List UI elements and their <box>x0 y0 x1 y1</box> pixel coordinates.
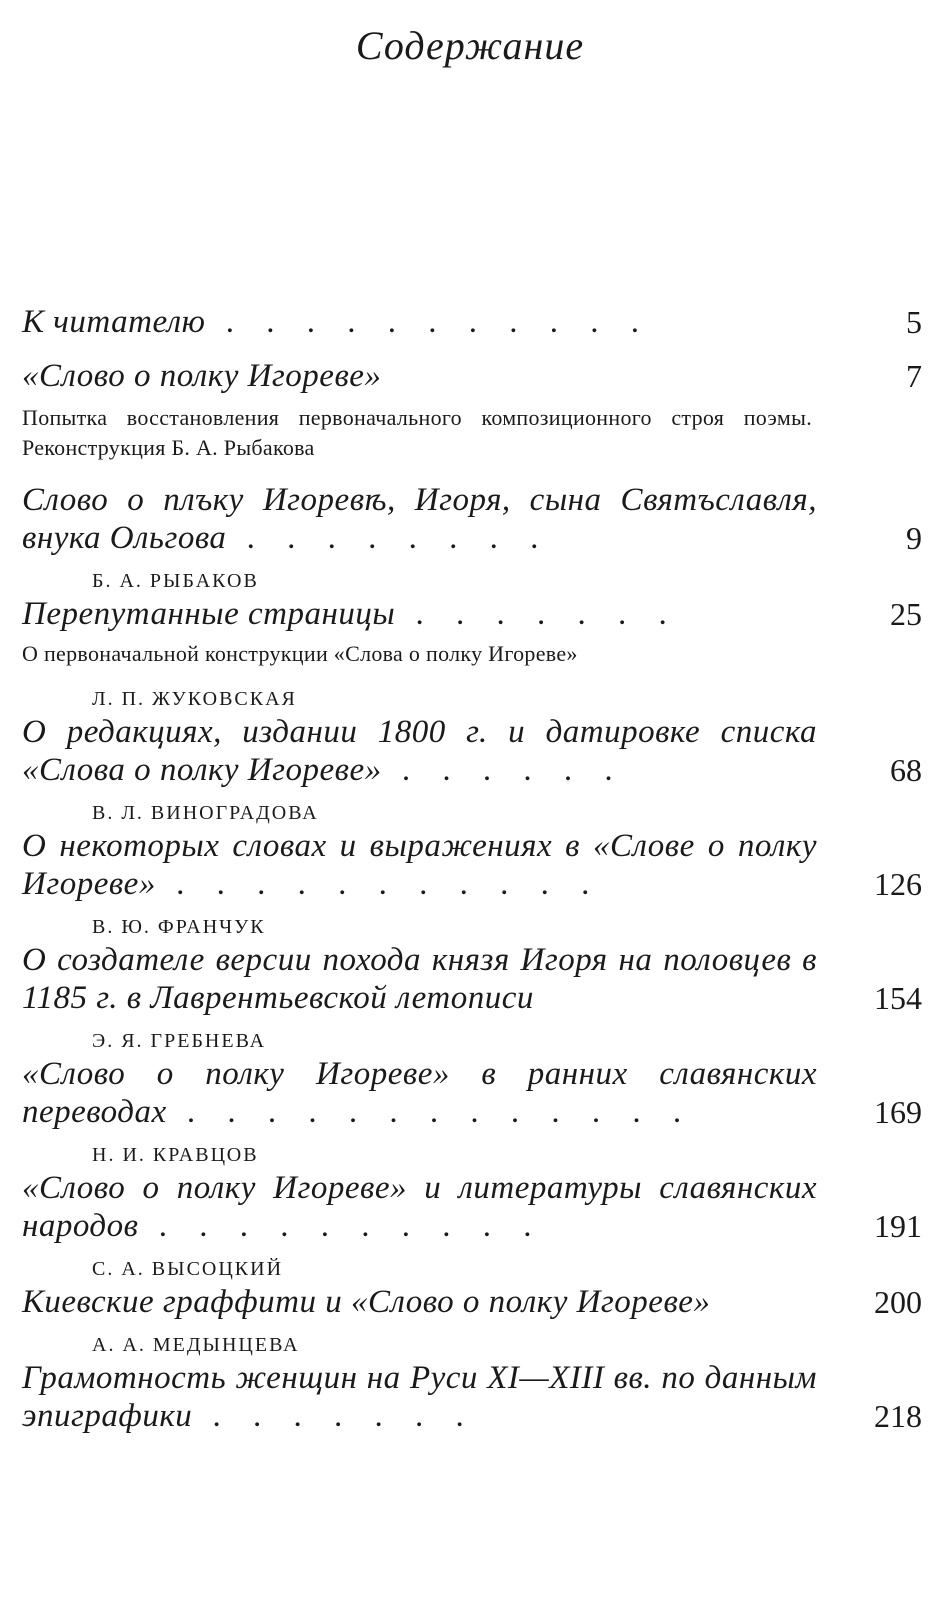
toc-entry[interactable] <box>22 1331 922 1435</box>
dot-leader: . . . . . . . . . . <box>138 1208 544 1244</box>
toc-title: О редакциях, издании 1800 г. и датировке списка «Слова о полку Игореве» . . . . . . <box>22 714 817 788</box>
toc-page-number: 154 <box>874 980 922 1016</box>
toc-title: О создателе версии похода князя Игоря на половцев в 1185 г. в Лаврентьевской летописи <box>22 942 817 1016</box>
toc-entry[interactable] <box>22 303 922 341</box>
toc-author: В. Ю. ФРАНЧУК <box>92 916 266 938</box>
toc-page-number: 191 <box>874 1208 922 1244</box>
toc-title: «Слово о полку Игореве» и литературы славянских народов . . . . . . . . . . <box>22 1170 817 1244</box>
toc-title: Перепутанные страницы . . . . . . . <box>22 596 679 632</box>
toc-title-row <box>22 481 922 557</box>
dot-leader: . . . . . . . . . . . . . <box>166 1094 694 1130</box>
toc-page-number: 68 <box>890 752 922 788</box>
dot-leader: . . . . . . . <box>192 1398 476 1434</box>
toc-title-row <box>22 1283 922 1321</box>
toc-title: К читателю . . . . . . . . . . . <box>22 304 651 340</box>
toc-entry[interactable] <box>22 567 922 669</box>
toc-author: В. Л. ВИНОГРАДОВА <box>92 802 319 824</box>
dot-leader: . . . . . . <box>381 752 625 788</box>
toc-page-number: 169 <box>874 1094 922 1130</box>
toc-entry[interactable] <box>22 1027 922 1131</box>
toc-title-row <box>22 357 922 395</box>
page-title: Содержание <box>355 23 585 68</box>
toc-page-number: 9 <box>906 520 922 556</box>
dot-leader: . . . . . . . . <box>226 520 551 556</box>
dot-leader: . . . . . . . . . . . <box>155 866 602 902</box>
toc-title-row <box>22 941 922 1017</box>
dot-leader: . . . . . . . <box>395 596 679 632</box>
toc-page-number: 126 <box>874 866 922 902</box>
toc-page-number: 200 <box>874 1284 922 1320</box>
toc-note: О первоначальной конструкции «Слова о полку Игореве» <box>22 641 578 666</box>
toc-entry[interactable] <box>22 685 922 789</box>
table-of-contents <box>22 303 922 1435</box>
toc-title-row <box>22 827 922 903</box>
toc-title: «Слово о полку Игореве» <box>22 358 382 394</box>
toc-author: С. А. ВЫСОЦКИЙ <box>92 1258 284 1280</box>
toc-title: Грамотность женщин на Руси XI—XIII вв. по данным эпиграфики . . . . . . . <box>22 1360 817 1434</box>
toc-page-number: 7 <box>906 358 922 394</box>
toc-title-row <box>22 713 922 789</box>
toc-page-number: 218 <box>874 1398 922 1434</box>
toc-page-number: 5 <box>906 304 922 340</box>
toc-entry[interactable] <box>22 1141 922 1245</box>
toc-title: Киевские граффити и «Слово о полку Игореве» <box>22 1284 711 1320</box>
toc-author: Л. П. ЖУКОВСКАЯ <box>92 688 297 710</box>
toc-author: Н. И. КРАВЦОВ <box>92 1144 259 1166</box>
toc-title-row <box>22 303 922 341</box>
toc-title: «Слово о полку Игореве» в ранних славянских переводах . . . . . . . . . . . . . <box>22 1056 817 1130</box>
toc-title: О некоторых словах и выражениях в «Слове о полку Игореве» . . . . . . . . . . . <box>22 828 817 902</box>
dot-leader: . . . . . . . . . . . <box>205 304 651 340</box>
toc-author: А. А. МЕДЫНЦЕВА <box>92 1334 300 1356</box>
toc-entry[interactable] <box>22 1255 922 1321</box>
toc-note: Попытка восстановления первоначального композиционного строя поэмы. Реконструкция Б. А. Рыбакова <box>22 405 812 460</box>
toc-title-row <box>22 595 922 633</box>
toc-entry[interactable] <box>22 913 922 1017</box>
toc-title-row <box>22 1169 922 1245</box>
toc-author: Б. А. РЫБАКОВ <box>92 570 259 592</box>
toc-title-row <box>22 1359 922 1435</box>
toc-title-row <box>22 1055 922 1131</box>
toc-page-number: 25 <box>890 596 922 632</box>
toc-entry[interactable] <box>22 357 922 463</box>
toc-author: Э. Я. ГРЕБНЕВА <box>92 1030 267 1052</box>
toc-entry[interactable] <box>22 481 922 557</box>
toc-title: Слово о плъку Игоревѣ, Игоря, сына Святъславля, внука Ольгова . . . . . . . . <box>22 482 817 556</box>
toc-entry[interactable] <box>22 799 922 903</box>
